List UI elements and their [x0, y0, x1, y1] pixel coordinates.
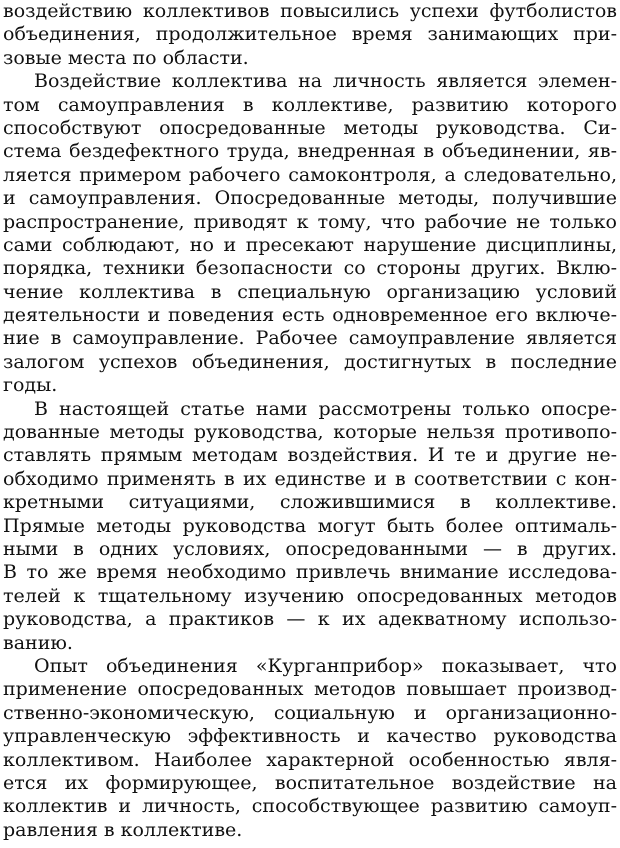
- text-line: распространение, приводят к тому, что рабочие не только: [3, 210, 617, 233]
- text-line: ставлять прямым методам воздействия. И те и другие не-: [3, 444, 617, 467]
- text-line: сами соблюдают, но и пресекают нарушение дисциплины,: [3, 233, 617, 256]
- text-line: руководства, а практиков — к их адекватному использо-: [3, 608, 617, 631]
- text-line: коллективом. Наиболее характерной особенностью явля-: [3, 748, 617, 771]
- text-line: В то же время необходимо привлечь внимание исследова-: [3, 561, 617, 584]
- paragraph-3: [3, 398, 617, 655]
- text-line: кретными ситуациями, сложившимися в коллективе.: [3, 491, 617, 514]
- text-line: зовые места по области.: [3, 46, 249, 69]
- text-line: Прямые методы руководства могут быть более оптималь-: [3, 514, 617, 537]
- text-line: равления в коллективе.: [3, 818, 243, 841]
- text-line: порядка, техники безопасности со стороны других. Вклю-: [3, 257, 617, 280]
- text-line: ляется примером рабочего самоконтроля, а следовательно,: [3, 163, 617, 186]
- text-line: и самоуправления. Опосредованные методы, получившие: [3, 187, 617, 210]
- document-page: [3, 0, 617, 842]
- text-line: способствуют опосредованные методы руководства. Си-: [3, 116, 617, 139]
- text-line: обходимо применять в их единстве и в соответствии с кон-: [3, 467, 617, 490]
- text-line: применение опосредованных методов повышает производ-: [3, 678, 617, 701]
- text-line: телей к тщательному изучению опосредованных методов: [3, 584, 617, 607]
- text-line: объединения, продолжительное время занимающих при-: [3, 23, 617, 46]
- text-line: залогом успехов объединения, достигнутых в последние: [3, 350, 617, 373]
- text-line: дованные методы руководства, которые нельзя противопо-: [3, 421, 617, 444]
- text-line: ется их формирующее, воспитательное воздействие на: [3, 771, 617, 794]
- text-line: ственно-экономическую, социальную и организационно-: [3, 701, 617, 724]
- text-line: ванию.: [3, 631, 73, 654]
- text-line: Опыт объединения «Курганприбор» показывает, что: [34, 654, 617, 677]
- text-line: чение коллектива в специальную организацию условий: [3, 280, 617, 303]
- text-line: годы.: [3, 374, 58, 397]
- text-line: ние в самоуправление. Рабочее самоуправление является: [3, 327, 617, 350]
- text-line: Воздействие коллектива на личность является элемен-: [34, 70, 617, 93]
- text-line: стема бездефектного труда, внедренная в объединении, яв-: [3, 140, 617, 163]
- text-line: коллектив и личность, способствующее развитию самоуп-: [3, 795, 617, 818]
- text-line: управленческую эффективность и качество руководства: [3, 725, 617, 748]
- paragraph-4: [3, 655, 617, 842]
- text-line: ными в одних условиях, опосредованными — в других.: [3, 537, 617, 560]
- text-line: воздействию коллективов повысились успехи футболистов: [3, 0, 617, 22]
- paragraph-2: [3, 70, 617, 397]
- text-line: деятельности и поведения есть одновременное его включе-: [3, 304, 617, 327]
- text-line: том самоуправления в коллективе, развитию которого: [3, 93, 617, 116]
- paragraph-1: [3, 0, 617, 70]
- text-line: В настоящей статье нами рассмотрены только опосре-: [34, 397, 617, 420]
